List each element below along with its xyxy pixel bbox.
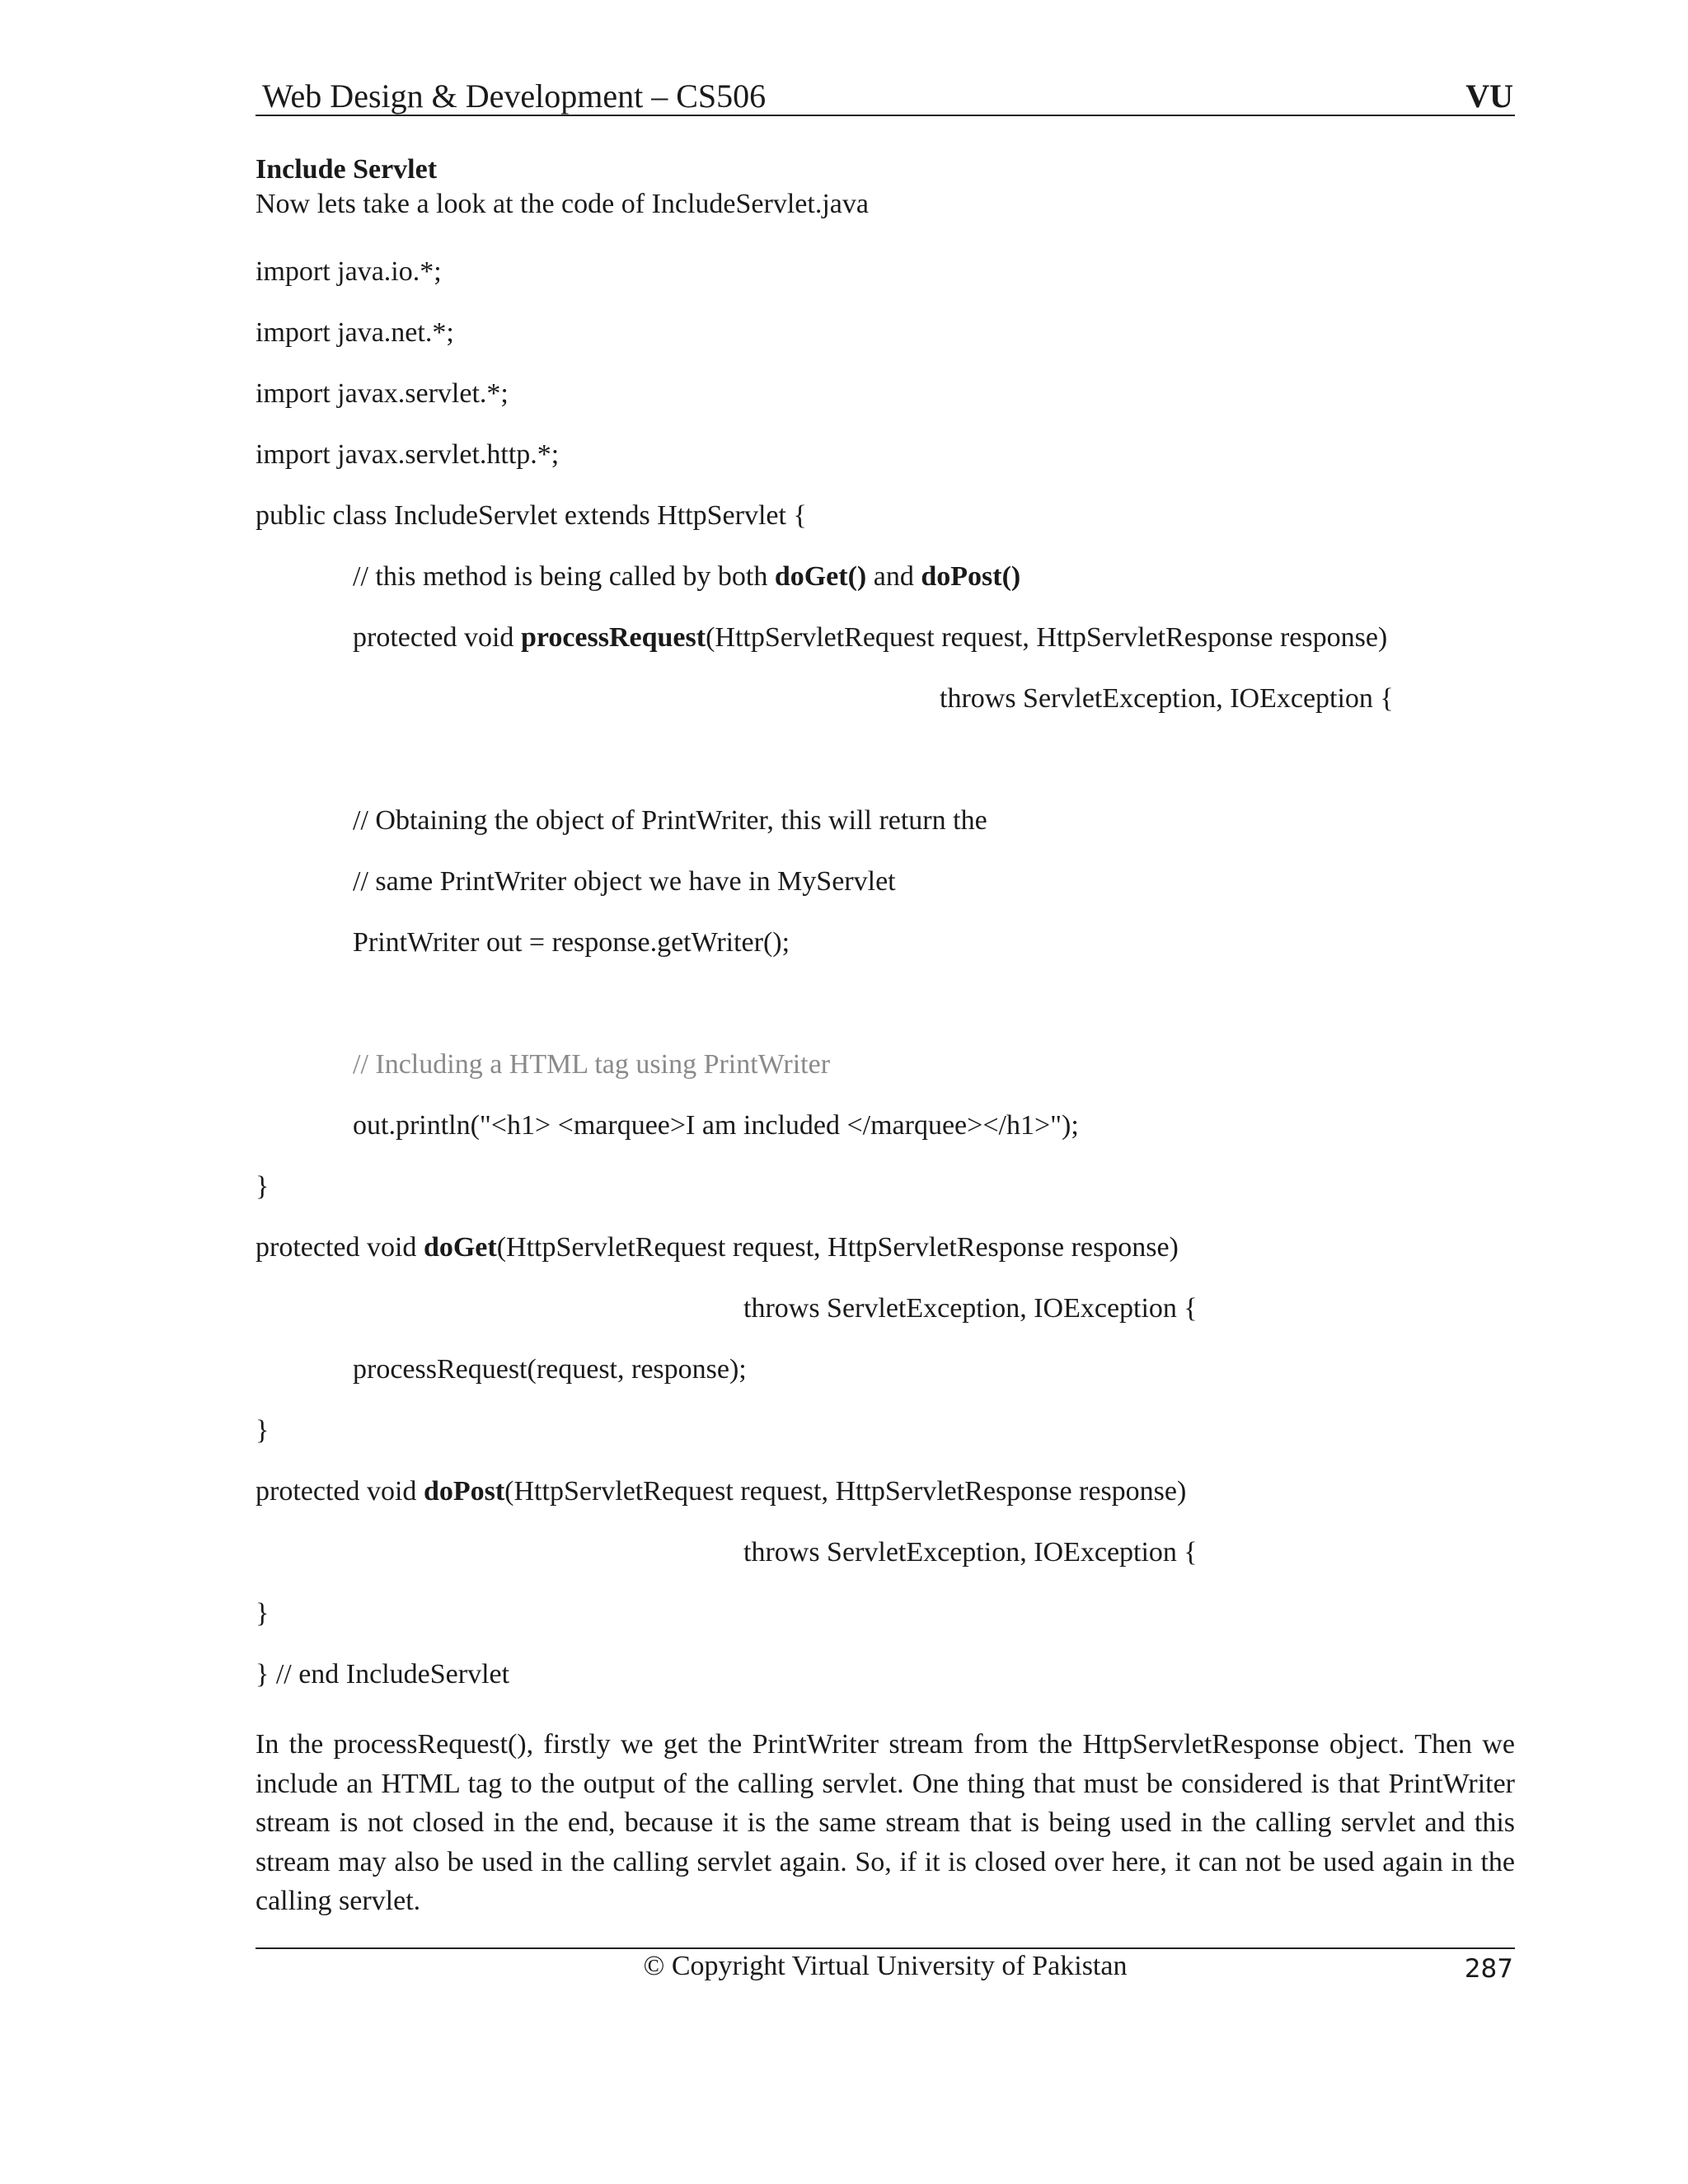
section-intro: Now lets take a look at the code of IncludeServlet.java [256, 189, 869, 219]
code-line-doget-throws: throws ServletException, IOException { [743, 1293, 1198, 1324]
code-line-end-class: } // end IncludeServlet [256, 1659, 510, 1690]
footer-copyright: © Copyright Virtual University of Pakistan [643, 1951, 1128, 1981]
page-number: 287 [1464, 1954, 1513, 1984]
code-line-dopost-signature [256, 1474, 1186, 1510]
code-line-import-http: import javax.servlet.http.*; [256, 439, 560, 470]
running-header-brand: VU [1465, 77, 1513, 115]
comment-text: // this method is being called by both [353, 561, 775, 592]
doget-method-ref: doGet() [774, 561, 867, 592]
method-name: doGet [423, 1232, 497, 1263]
code-line-process-request-throws: throws ServletException, IOException { [940, 683, 1394, 714]
running-header-title: Web Design & Development – CS506 [262, 77, 767, 115]
dopost-method-ref: doPost() [921, 561, 1021, 592]
method-name: doPost [423, 1476, 505, 1507]
params-text: (HttpServletRequest request, HttpServletResponse response) [706, 622, 1388, 653]
code-line-comment-obtaining: // Obtaining the object of PrintWriter, this will return the [353, 805, 987, 836]
code-line-comment-called-by [353, 559, 1020, 595]
modifier-text: protected void [353, 622, 521, 653]
code-line-close-brace: } [256, 1171, 270, 1202]
code-line-comment-including: // Including a HTML tag using PrintWriter [353, 1049, 831, 1080]
code-line-comment-same-writer: // same PrintWriter object we have in MyServlet [353, 866, 896, 897]
header-divider [256, 115, 1515, 116]
code-line-import-io: import java.io.*; [256, 256, 442, 287]
code-line-import-servlet: import javax.servlet.*; [256, 378, 509, 409]
params-text: (HttpServletRequest request, HttpServletResponse response) [496, 1232, 1179, 1263]
modifier-text: protected void [256, 1476, 424, 1507]
code-line-doget-signature [256, 1230, 1179, 1266]
code-line-import-net: import java.net.*; [256, 317, 454, 348]
code-line-doget-body: processRequest(request, response); [353, 1354, 747, 1385]
code-line-process-request-signature [353, 620, 1387, 656]
code-line-class-declaration: public class IncludeServlet extends HttpServlet { [256, 500, 807, 531]
code-line-get-writer: PrintWriter out = response.getWriter(); [353, 927, 790, 958]
code-line-println: out.println("<h1> <marquee>I am included </marquee></h1>"); [353, 1110, 1079, 1141]
modifier-text: protected void [256, 1232, 424, 1263]
params-text: (HttpServletRequest request, HttpServletResponse response) [504, 1476, 1187, 1507]
explanation-paragraph: In the processRequest(), firstly we get the PrintWriter stream from the HttpServletResponse object. Then we include an HTML tag to the output of the calling servlet. One thing that must be considered is that PrintWriter stream is not closed in the end, because it is the same stream that is being used in the calling servlet and this stream may also be used in the calling servlet again. So, if it is closed over here, it can not be used again in the calling servlet. [256, 1729, 1515, 1916]
code-line-dopost-throws: throws ServletException, IOException { [743, 1537, 1198, 1568]
comment-text: and [866, 561, 921, 592]
section-heading: Include Servlet [256, 154, 438, 185]
code-line-close-brace: } [256, 1598, 270, 1629]
method-name: processRequest [520, 622, 706, 653]
code-line-close-brace: } [256, 1415, 270, 1446]
